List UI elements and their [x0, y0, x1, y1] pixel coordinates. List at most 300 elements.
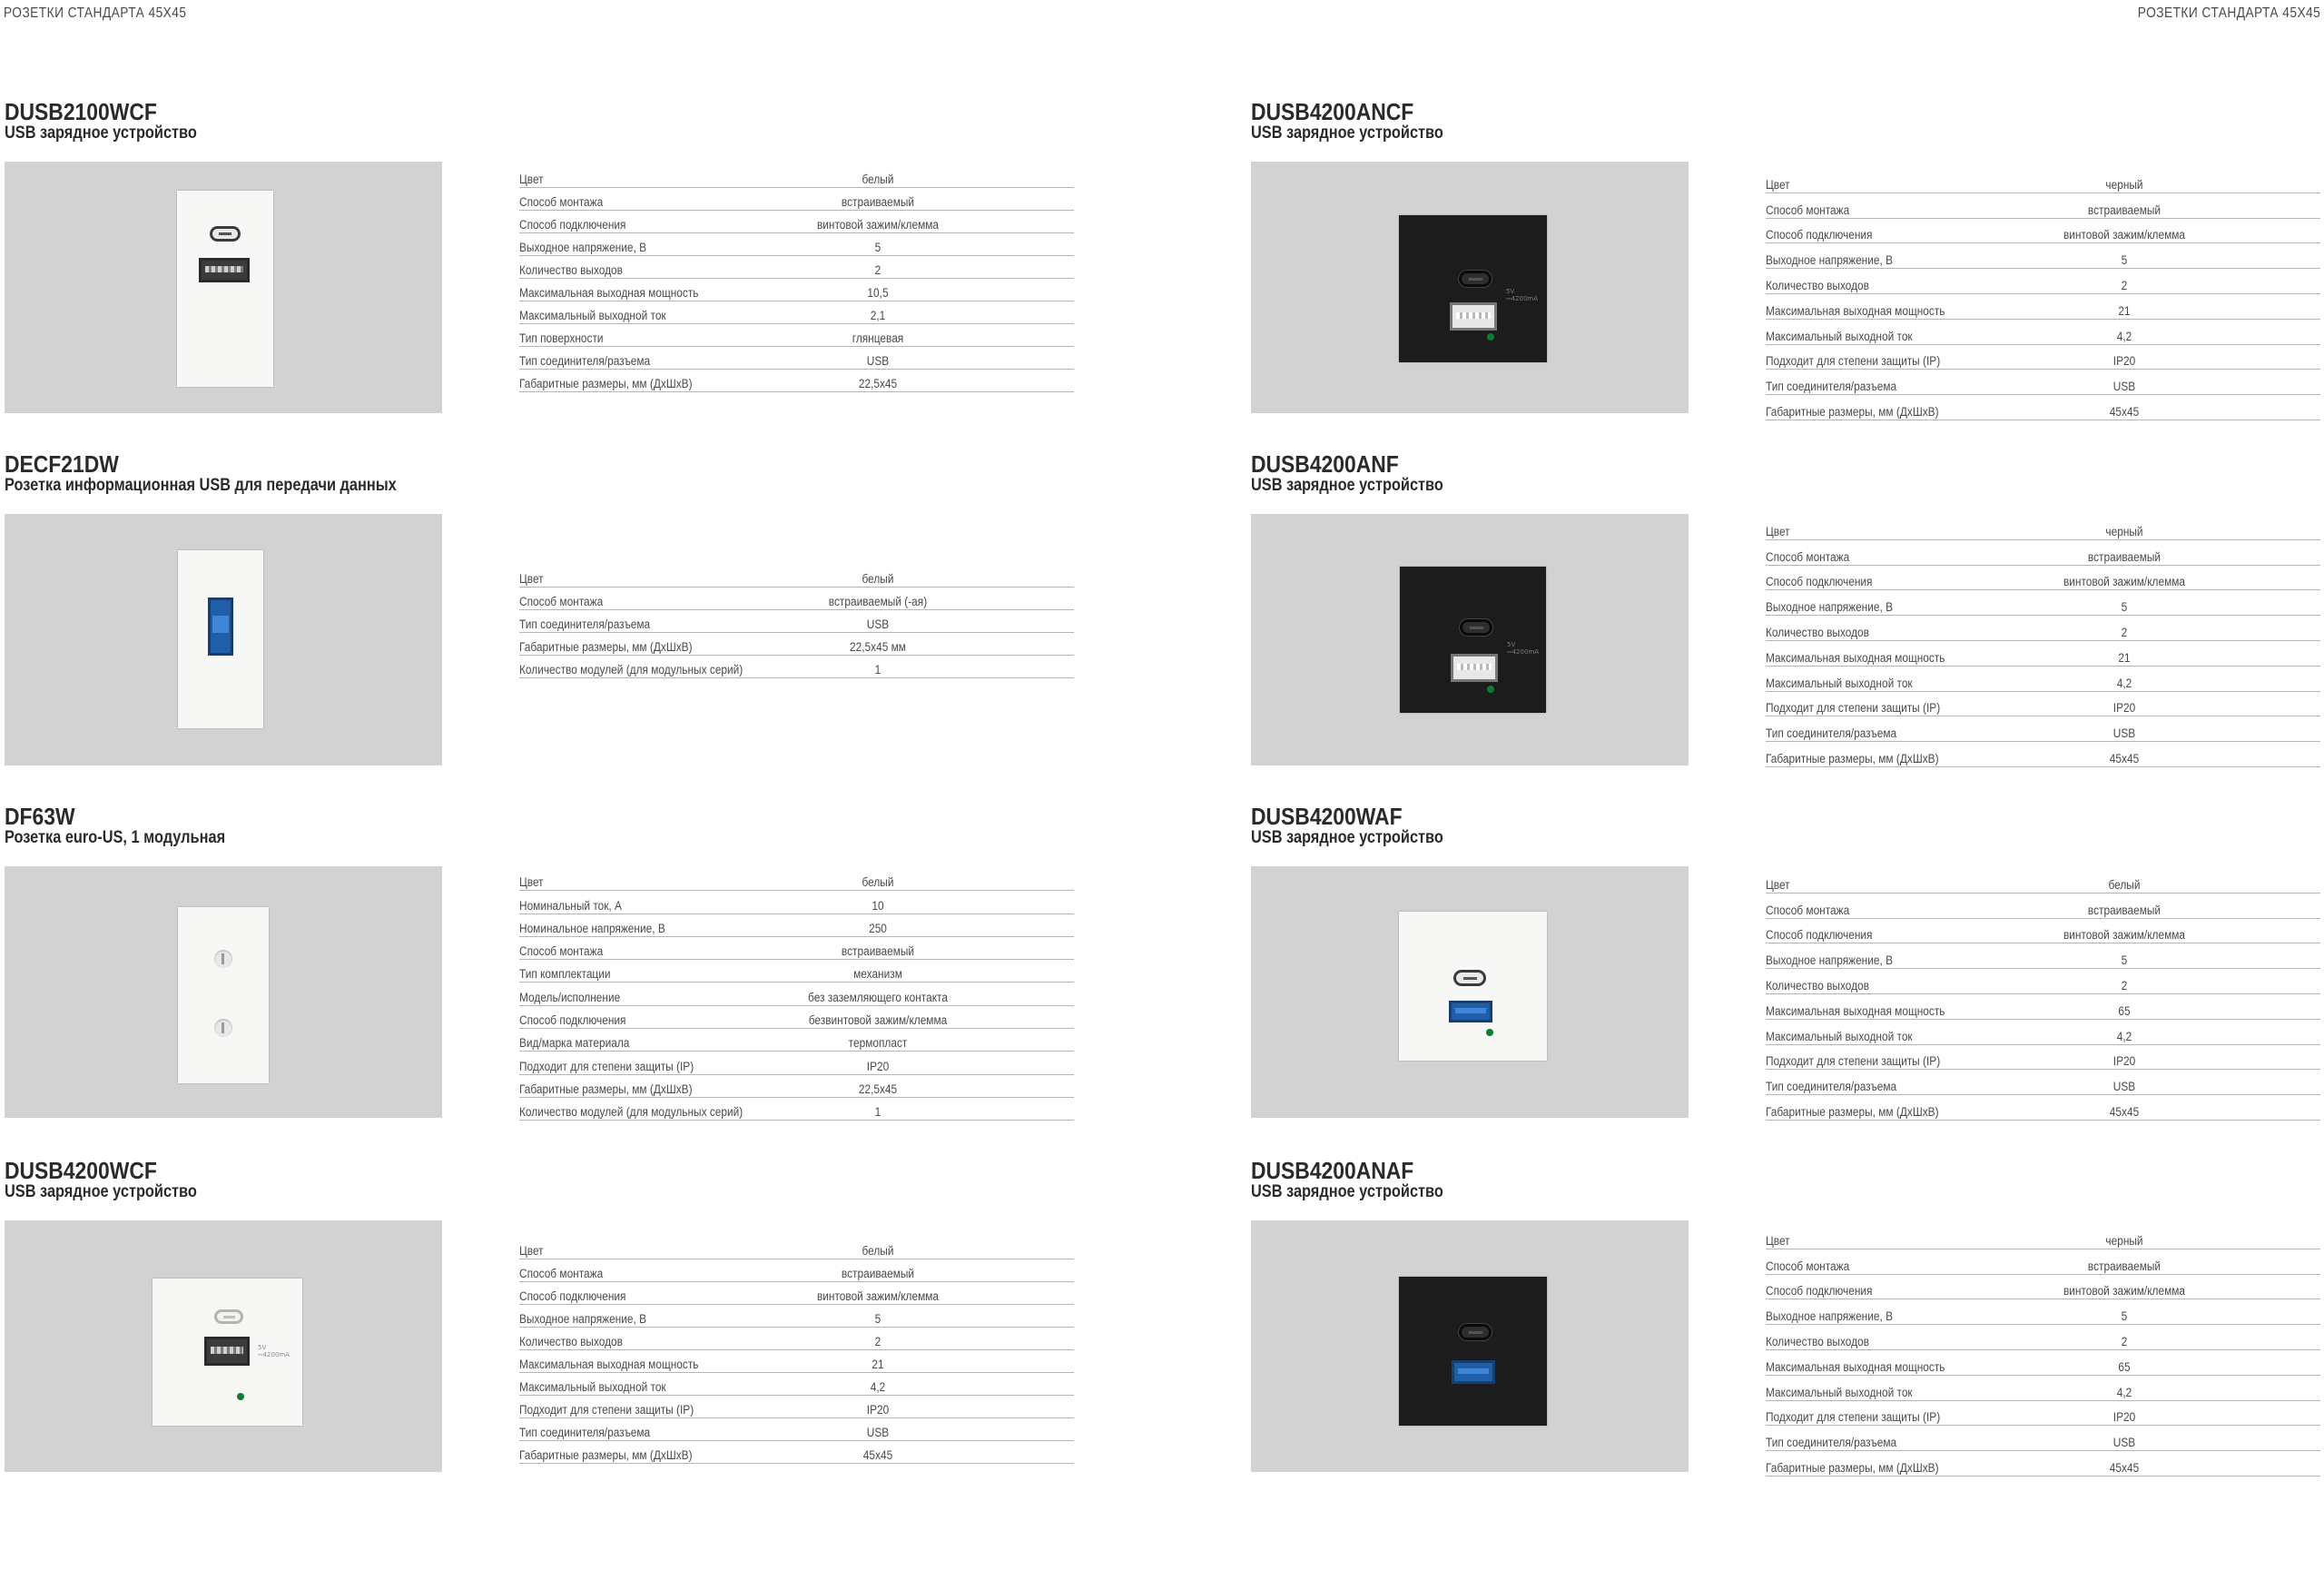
spec-row [519, 610, 1074, 633]
spec-row [519, 565, 1074, 588]
spec-value: 45х45 [2109, 1460, 2140, 1475]
product-card [5, 1156, 1165, 1501]
spec-value: 2 [2121, 625, 2128, 639]
led-indicator-icon [1486, 1029, 1493, 1036]
product-photo [5, 866, 442, 1118]
spec-row [519, 1418, 1074, 1441]
socket-module [178, 550, 263, 728]
spec-row [1766, 1020, 2320, 1045]
spec-value: 45х45 [862, 1448, 893, 1462]
spec-label: Цвет [519, 1244, 544, 1258]
spec-row [1766, 294, 2320, 320]
spec-value: 4,2 [2116, 676, 2132, 690]
spec-row [1766, 243, 2320, 269]
spec-label: Габаритные размеры, мм (ДхШхВ) [1766, 751, 1939, 765]
spec-row [519, 233, 1074, 256]
product-photo [1251, 1220, 1689, 1472]
spec-value: 10 [872, 898, 884, 913]
spec-row [1766, 692, 2320, 717]
product-card [5, 802, 1165, 1147]
spec-row [1766, 742, 2320, 767]
product-code: DUSB4200ANAF [1251, 1157, 1414, 1184]
spec-row [519, 914, 1074, 937]
spec-label: Максимальный выходной ток [519, 309, 666, 322]
spec-label: Габаритные размеры, мм (ДхШхВ) [1766, 404, 1939, 419]
spec-value: 5 [874, 1312, 881, 1326]
spec-value: 4,2 [2116, 1029, 2132, 1043]
spec-row [519, 165, 1074, 188]
spec-row [519, 1098, 1074, 1121]
spec-value: IP20 [2112, 1054, 2136, 1069]
spec-label: Выходное напряжение, В [1766, 253, 1894, 268]
spec-value: винтовой зажим/клемма [2063, 1284, 2186, 1299]
spec-row [1766, 540, 2320, 566]
spec-value: черный [2105, 177, 2143, 192]
spec-value: 2 [2121, 1334, 2128, 1348]
spec-value: IP20 [2112, 1410, 2136, 1425]
spec-value: USB [866, 617, 890, 631]
spec-label: Способ подключения [1766, 228, 1873, 242]
spec-label: Габаритные размеры, мм (ДхШхВ) [1766, 1460, 1939, 1475]
spec-value: 5 [2121, 1309, 2128, 1324]
product-card [1251, 802, 2324, 1147]
spec-label: Цвет [1766, 524, 1790, 538]
spec-label: Количество выходов [519, 263, 623, 277]
spec-label: Тип соединителя/разъема [519, 617, 651, 631]
spec-label: Способ подключения [519, 1289, 626, 1303]
spec-value: глянцевая [852, 331, 904, 345]
spec-value: 65 [2118, 1359, 2131, 1374]
spec-value: 1 [874, 663, 881, 676]
spec-value: 2 [874, 1335, 881, 1348]
spec-row [1766, 1224, 2320, 1249]
spec-value: IP20 [866, 1059, 890, 1073]
spec-row [519, 891, 1074, 914]
spec-label: Выходное напряжение, В [1766, 953, 1894, 968]
spec-row [1766, 395, 2320, 420]
spec-label: Способ монтажа [1766, 903, 1850, 917]
spec-table [519, 165, 1074, 392]
product-subtitle: USB зарядное устройство [1251, 1182, 1443, 1201]
spec-label: Максимальная выходная мощность [1766, 1003, 1945, 1018]
product-subtitle: Розетка euro-US, 1 модульная [5, 828, 226, 847]
spec-table [519, 1237, 1074, 1464]
spec-value: 1 [874, 1105, 881, 1120]
spec-value: IP20 [866, 1403, 890, 1417]
socket-module [1399, 1277, 1547, 1426]
spec-row [1766, 1095, 2320, 1121]
spec-value: USB [2112, 380, 2136, 394]
spec-label: Вид/марка материала [519, 1036, 630, 1051]
spec-label: Максимальная выходная мощность [1766, 650, 1945, 665]
spec-label: Способ подключения [1766, 928, 1873, 943]
spec-value: 21 [2118, 303, 2131, 318]
product-card [1251, 97, 2324, 442]
spec-label: Максимальная выходная мощность [1766, 303, 1945, 318]
spec-label: Максимальный выходной ток [1766, 1385, 1913, 1399]
spec-row [519, 1305, 1074, 1328]
spec-row [1766, 1426, 2320, 1451]
spec-row [1766, 1070, 2320, 1095]
spec-label: Тип соединителя/разъема [1766, 726, 1897, 741]
spec-label: Максимальный выходной ток [1766, 676, 1913, 690]
spec-label: Цвет [519, 875, 544, 890]
product-code: DUSB2100WCF [5, 98, 157, 125]
spec-label: Габаритные размеры, мм (ДхШхВ) [519, 640, 693, 654]
spec-label: Цвет [1766, 1233, 1790, 1248]
spec-value: 5 [2121, 953, 2128, 968]
spec-row [519, 1396, 1074, 1418]
spec-label: Цвет [519, 173, 544, 186]
product-photo [5, 1220, 442, 1472]
spec-row [519, 211, 1074, 233]
socket-module [1400, 567, 1546, 713]
spec-table [519, 868, 1074, 1121]
product-code: DF63W [5, 803, 75, 830]
spec-value: черный [2105, 1233, 2143, 1248]
spec-row [1766, 994, 2320, 1020]
product-card [5, 97, 1165, 442]
spec-row [519, 1282, 1074, 1305]
spec-value: встраиваемый [2087, 549, 2162, 564]
spec-value: 5 [2121, 253, 2128, 268]
spec-label: Количество модулей (для модульных серий) [519, 1105, 743, 1120]
spec-value: 2 [2121, 278, 2128, 292]
spec-value: встраиваемый [2087, 202, 2162, 217]
spec-label: Подходит для степени защиты (IP) [519, 1403, 694, 1417]
spec-row [519, 868, 1074, 891]
spec-table [1766, 168, 2320, 420]
usb-a-port-icon [208, 597, 233, 656]
spec-label: Тип поверхности [519, 331, 604, 345]
spec-row [519, 633, 1074, 656]
spec-label: Количество выходов [1766, 278, 1869, 292]
spec-row [519, 1006, 1074, 1029]
usb-c-port-icon [1460, 619, 1492, 636]
spec-label: Тип соединителя/разъема [519, 1426, 651, 1439]
spec-value: 22,5х45 мм [850, 640, 906, 654]
spec-value: безвинтовой зажим/клемма [808, 1013, 948, 1028]
spec-row [1766, 1350, 2320, 1376]
spec-row [1766, 1451, 2320, 1476]
spec-label: Модель/исполнение [519, 990, 621, 1004]
spec-label: Тип соединителя/разъема [519, 354, 651, 368]
spec-value: 2 [2121, 978, 2128, 993]
led-indicator-icon [237, 1393, 244, 1400]
spec-value: 21 [872, 1358, 884, 1371]
running-header-left: РОЗЕТКИ СТАНДАРТА 45Х45 [4, 5, 187, 21]
product-photo [1251, 866, 1689, 1118]
usb-c-port-icon [1453, 970, 1486, 986]
spec-label: Способ монтажа [519, 595, 604, 608]
spec-value: 4,2 [870, 1380, 886, 1394]
socket-slot-icon [222, 1022, 224, 1033]
rating-marking: 5V ⎓4200mA [258, 1344, 290, 1358]
spec-row [1766, 193, 2320, 219]
spec-label: Максимальная выходная мощность [519, 286, 699, 300]
spec-label: Габаритные размеры, мм (ДхШхВ) [519, 1081, 693, 1096]
spec-label: Способ подключения [519, 1013, 626, 1028]
spec-row [1766, 919, 2320, 944]
spec-value: термопласт [848, 1036, 908, 1051]
spec-label: Максимальный выходной ток [519, 1380, 666, 1394]
spec-value: белый [862, 173, 894, 186]
spec-row [1766, 370, 2320, 395]
usb-c-port-icon [1459, 271, 1492, 287]
socket-module [1399, 215, 1547, 362]
spec-value: 21 [2118, 650, 2131, 665]
spec-row [519, 301, 1074, 324]
spec-value: встраиваемый [841, 195, 915, 209]
spec-row [519, 1029, 1074, 1052]
spec-value: USB [866, 1426, 890, 1439]
spec-label: Габаритные размеры, мм (ДхШхВ) [1766, 1104, 1939, 1119]
spec-row [1766, 1325, 2320, 1350]
socket-slot-icon [222, 953, 224, 964]
spec-row [1766, 515, 2320, 540]
spec-row [1766, 1249, 2320, 1275]
spec-row [519, 656, 1074, 678]
spec-label: Максимальная выходная мощность [1766, 1359, 1945, 1374]
product-photo [5, 162, 442, 413]
spec-row [519, 937, 1074, 960]
spec-row [519, 279, 1074, 301]
spec-row [1766, 641, 2320, 667]
spec-value: винтовой зажим/клемма [816, 218, 940, 232]
spec-label: Количество модулей (для модульных серий) [519, 663, 743, 676]
spec-label: Подходит для степени защиты (IP) [519, 1059, 694, 1073]
usb-c-port-icon [214, 1309, 243, 1324]
product-card [1251, 449, 2324, 795]
spec-value: 250 [869, 921, 887, 935]
product-code: DUSB4200ANCF [1251, 98, 1414, 125]
spec-value: USB [866, 354, 890, 368]
spec-label: Максимальный выходной ток [1766, 1029, 1913, 1043]
spec-row [1766, 667, 2320, 692]
spec-row [1766, 1045, 2320, 1071]
spec-value: винтовой зажим/клемма [2063, 928, 2186, 943]
spec-label: Количество выходов [1766, 978, 1869, 993]
spec-row [1766, 868, 2320, 894]
spec-row [1766, 219, 2320, 244]
spec-label: Способ монтажа [1766, 202, 1850, 217]
usb-a-port-icon [204, 1337, 250, 1366]
spec-value: механизм [853, 967, 902, 982]
product-photo [1251, 514, 1689, 765]
spec-value: белый [862, 875, 894, 890]
spec-row [1766, 566, 2320, 591]
spec-label: Количество выходов [519, 1335, 623, 1348]
spec-value: без заземляющего контакта [808, 990, 948, 1004]
spec-label: Цвет [519, 572, 544, 586]
spec-row [519, 347, 1074, 370]
usb-c-port-icon [1459, 1324, 1492, 1340]
spec-value: встраиваемый (-ая) [828, 595, 928, 608]
rating-marking: 5V ⎓4200mA [1507, 641, 1540, 656]
spec-label: Максимальный выходной ток [1766, 329, 1913, 343]
spec-row [519, 588, 1074, 610]
spec-label: Способ подключения [1766, 1284, 1873, 1299]
spec-row [1766, 943, 2320, 969]
product-subtitle: USB зарядное устройство [5, 1182, 197, 1201]
running-header-right: РОЗЕТКИ СТАНДАРТА 45Х45 [2137, 5, 2320, 21]
spec-label: Способ монтажа [519, 944, 604, 959]
spec-value: 5 [874, 241, 881, 254]
spec-row [1766, 1376, 2320, 1401]
spec-row [519, 1075, 1074, 1098]
socket-module [153, 1279, 302, 1426]
spec-label: Максимальная выходная мощность [519, 1358, 699, 1371]
spec-value: белый [2108, 877, 2141, 892]
spec-row [519, 1441, 1074, 1464]
product-card [5, 449, 1165, 795]
usb-a-port-icon [1452, 1360, 1495, 1384]
spec-value: IP20 [2112, 701, 2136, 716]
spec-value: белый [862, 572, 894, 586]
spec-row [1766, 894, 2320, 919]
spec-label: Способ монтажа [519, 195, 604, 209]
spec-value: винтовой зажим/клемма [2063, 575, 2186, 589]
spec-value: 4,2 [2116, 329, 2132, 343]
product-code: DECF21DW [5, 450, 119, 478]
spec-label: Габаритные размеры, мм (ДхШхВ) [519, 1448, 693, 1462]
spec-label: Способ монтажа [1766, 1259, 1850, 1273]
spec-value: USB [2112, 726, 2136, 741]
spec-value: встраиваемый [2087, 903, 2162, 917]
spec-label: Тип соединителя/разъема [1766, 380, 1897, 394]
led-indicator-icon [1487, 686, 1494, 693]
product-subtitle: USB зарядное устройство [1251, 123, 1443, 143]
product-subtitle: USB зарядное устройство [5, 123, 197, 143]
socket-module [177, 191, 273, 387]
product-photo [1251, 162, 1689, 413]
spec-value: USB [2112, 1080, 2136, 1094]
spec-row [1766, 1401, 2320, 1427]
spec-table [1766, 868, 2320, 1121]
spec-row [1766, 269, 2320, 294]
spec-row [1766, 969, 2320, 994]
spec-value: белый [862, 1244, 894, 1258]
spec-row [1766, 320, 2320, 345]
product-photo [5, 514, 442, 765]
spec-row [519, 1259, 1074, 1282]
spec-label: Тип соединителя/разъема [1766, 1436, 1897, 1450]
spec-value: 45х45 [2109, 1104, 2140, 1119]
spec-value: 2,1 [870, 309, 886, 322]
spec-value: 65 [2118, 1003, 2131, 1018]
spec-label: Подходит для степени защиты (IP) [1766, 1054, 1941, 1069]
spec-value: винтовой зажим/клемма [816, 1289, 940, 1303]
spec-row [519, 983, 1074, 1005]
socket-module [1399, 912, 1547, 1061]
spec-row [519, 1350, 1074, 1373]
spec-label: Номинальный ток, А [519, 898, 622, 913]
product-code: DUSB4200WAF [1251, 803, 1403, 830]
spec-value: 2 [874, 263, 881, 277]
spec-value: 10,5 [867, 286, 889, 300]
spec-row [1766, 1275, 2320, 1300]
spec-value: 4,2 [2116, 1385, 2132, 1399]
spec-label: Способ подключения [1766, 575, 1873, 589]
spec-row [519, 960, 1074, 983]
product-code: DUSB4200WCF [5, 1157, 157, 1184]
spec-row [519, 370, 1074, 392]
spec-label: Количество выходов [1766, 625, 1869, 639]
spec-value: 22,5х45 [858, 377, 898, 390]
spec-label: Подходит для степени защиты (IP) [1766, 354, 1941, 369]
spec-row [519, 1373, 1074, 1396]
spec-value: 5 [2121, 600, 2128, 615]
spec-value: USB [2112, 1436, 2136, 1450]
spec-row [519, 324, 1074, 347]
spec-table [1766, 515, 2320, 767]
spec-label: Подходит для степени защиты (IP) [1766, 1410, 1941, 1425]
spec-label: Выходное напряжение, В [1766, 1309, 1894, 1324]
spec-row [1766, 168, 2320, 193]
spec-label: Количество выходов [1766, 1334, 1869, 1348]
spec-label: Способ монтажа [1766, 549, 1850, 564]
spec-label: Цвет [1766, 177, 1790, 192]
spec-row [519, 256, 1074, 279]
spec-table [519, 565, 1074, 678]
spec-label: Выходное напряжение, В [1766, 600, 1894, 615]
spec-value: встраиваемый [841, 944, 915, 959]
spec-row [519, 1052, 1074, 1074]
spec-value: черный [2105, 524, 2143, 538]
spec-label: Цвет [1766, 877, 1790, 892]
product-subtitle: USB зарядное устройство [1251, 476, 1443, 495]
spec-row [1766, 345, 2320, 370]
rating-marking: 5V ⎓4200mA [1506, 288, 1539, 302]
spec-row [519, 188, 1074, 211]
spec-value: IP20 [2112, 354, 2136, 369]
usb-a-port-icon [1450, 302, 1497, 331]
spec-row [1766, 716, 2320, 742]
spec-row [519, 1237, 1074, 1259]
spec-row [1766, 590, 2320, 616]
spec-row [1766, 1299, 2320, 1325]
spec-label: Выходное напряжение, В [519, 241, 647, 254]
spec-label: Способ подключения [519, 218, 626, 232]
spec-value: 45х45 [2109, 751, 2140, 765]
spec-value: 45х45 [2109, 404, 2140, 419]
product-subtitle: USB зарядное устройство [1251, 828, 1443, 847]
spec-label: Подходит для степени защиты (IP) [1766, 701, 1941, 716]
spec-label: Номинальное напряжение, В [519, 921, 665, 935]
spec-label: Габаритные размеры, мм (ДхШхВ) [519, 377, 693, 390]
spec-value: встраиваемый [841, 1267, 915, 1280]
spec-label: Тип соединителя/разъема [1766, 1080, 1897, 1094]
spec-label: Способ монтажа [519, 1267, 604, 1280]
spec-row [519, 1328, 1074, 1350]
usb-a-port-icon [1449, 1001, 1492, 1022]
spec-label: Выходное напряжение, В [519, 1312, 647, 1326]
spec-value: винтовой зажим/клемма [2063, 228, 2186, 242]
spec-label: Тип комплектации [519, 967, 611, 982]
usb-c-port-icon [210, 226, 241, 242]
spec-row [1766, 616, 2320, 641]
product-code: DUSB4200ANF [1251, 450, 1399, 478]
product-card [1251, 1156, 2324, 1501]
usb-a-port-icon [1451, 654, 1498, 682]
spec-value: встраиваемый [2087, 1259, 2162, 1273]
usb-a-port-icon [199, 258, 250, 282]
led-indicator-icon [1487, 333, 1494, 341]
socket-module [178, 907, 269, 1083]
product-subtitle: Розетка информационная USB для передачи данных [5, 476, 397, 495]
spec-value: 22,5х45 [858, 1081, 898, 1096]
spec-table [1766, 1224, 2320, 1476]
